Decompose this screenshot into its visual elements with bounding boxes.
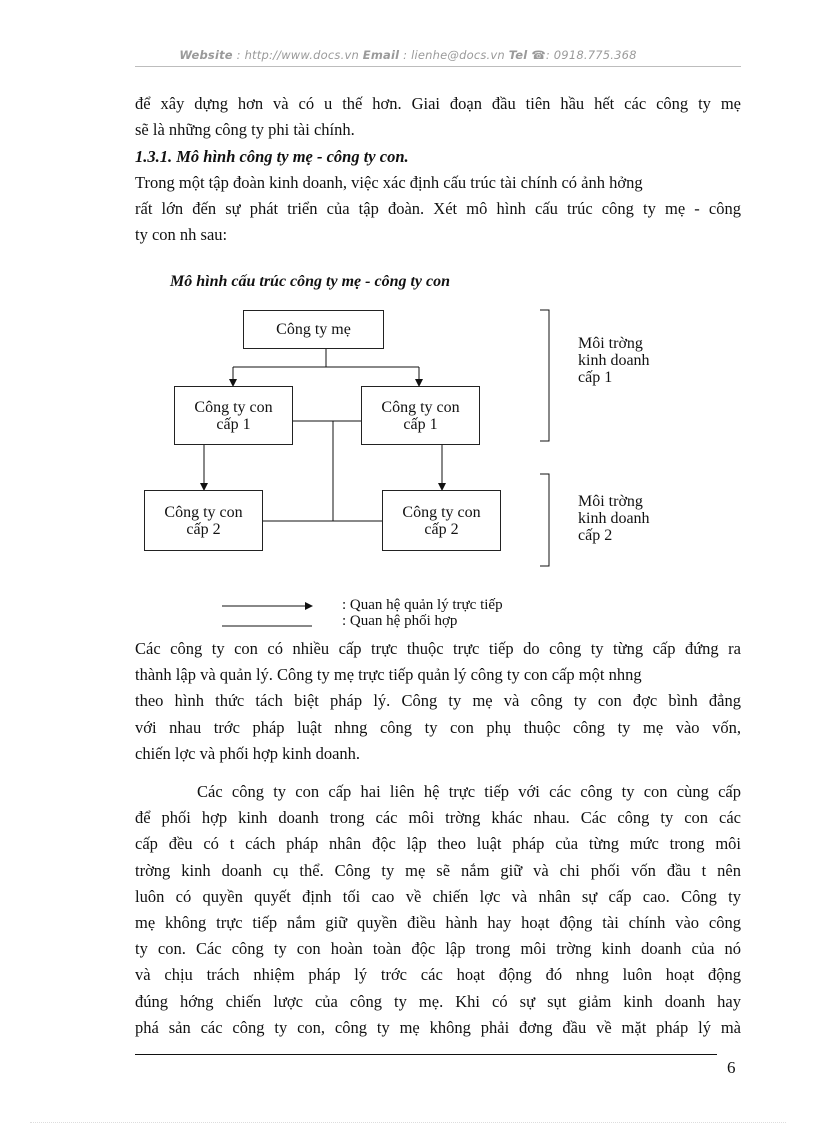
env-text: kinh doanh [578, 352, 650, 369]
env-bracket-level1 [540, 310, 549, 441]
body-paragraph-2 [135, 779, 741, 1041]
text-line: ty con nh sau: [135, 225, 228, 245]
text-line: để phối hợp kinh doanh trong các môi trờng khác nhau. Các công ty con các [135, 808, 741, 828]
text-line: để xây dựng hơn và có u thế hơn. Giai đoạn đầu tiên hầu hết các công ty mẹ [135, 94, 741, 113]
tel-number: ☎: 0918.775.368 [531, 48, 637, 62]
text-line: rất lớn đến sự phát triển của tập đoàn. Xét mô hình cấu trúc công ty mẹ - công [135, 199, 741, 219]
website-label: Website [179, 48, 233, 62]
env-text: Môi trờng [578, 493, 643, 510]
env-text: cấp 2 [578, 527, 613, 544]
text-line: đúng hớng chiến lược của công ty mẹ. Khi có sự sụt giảm kinh doanh hay [135, 991, 741, 1011]
text-line: và chịu trách nhiệm pháp lý trớc các hoạt động đó nhng luôn hoạt động [135, 965, 741, 985]
subsidiary-level2-right-box [382, 490, 501, 551]
body-paragraph-1 [135, 636, 741, 767]
text-line: phá sản các công ty con, công ty mẹ không phải đơng đầu về mặt pháp lý mà [135, 1017, 741, 1037]
text-line: với nhau trớc pháp luật nhng công ty con phụ thuộc công ty mẹ vào vốn, [135, 717, 741, 737]
text-line: mẹ không trực tiếp nắm giữ quyền điều hành hay hoạt động tài chính vào công [135, 913, 741, 933]
env-label-level2 [578, 493, 650, 544]
text-line: thành lập và quản lý. Công ty mẹ trực tiếp quản lý công ty con cấp một nhng [135, 665, 642, 685]
email-label: Email [362, 48, 400, 62]
subsidiary-label: Công ty con cấp 2 [402, 503, 481, 538]
text-line: sẽ là những công ty phi tài chính. [135, 120, 355, 140]
text-line: chiến lợc và phối hợp kinh doanh. [135, 743, 361, 763]
text-line: Các công ty con cấp hai liên hệ trực tiếp với các công ty con cùng cấp [197, 782, 741, 801]
diagram-caption: Mô hình cấu trúc công ty mẹ - công ty con [170, 273, 451, 290]
subsidiary-label: Công ty con cấp 1 [194, 398, 273, 433]
tel-label: Tel [508, 48, 528, 62]
env-bracket-level2 [540, 474, 549, 566]
subsidiary-label: Công ty con cấp 2 [164, 503, 243, 538]
subsidiary-level2-left-box [144, 490, 263, 551]
section-heading: 1.3.1. Mô hình công ty mẹ - công ty con. [135, 147, 409, 166]
subsidiary-label: Công ty con cấp 1 [381, 398, 460, 433]
env-label-level1 [578, 335, 650, 386]
subsidiary-level1-left-box [174, 386, 293, 445]
text-line: cấp đều có t cách pháp nhân độc lập theo luật pháp của từng mức trong môi [135, 834, 741, 854]
env-text: kinh doanh [578, 510, 650, 527]
parent-company-label: Công ty mẹ [276, 321, 351, 338]
text-line: trờng kinh doanh cụ thể. Công ty mẹ sẽ nắm giữ và chi phối vốn đầu t nên [135, 860, 741, 880]
env-text: Môi trờng [578, 335, 643, 352]
subsidiary-level1-right-box [361, 386, 480, 445]
legend-coordination-label: : Quan hệ phối hợp [342, 613, 458, 629]
env-text: cấp 1 [578, 369, 613, 386]
email-address[interactable]: : lienhe@docs.vn [403, 48, 505, 62]
parent-company-box [243, 310, 384, 349]
text-line: Các công ty con có nhiều cấp trực thuộc trực tiếp do công ty từng cấp đứng ra [135, 639, 741, 658]
footer-divider [135, 1054, 717, 1055]
website-url[interactable]: : http://www.docs.vn [236, 48, 359, 62]
page-number: 6 [727, 1058, 736, 1077]
legend-direct-label: : Quan hệ quản lý trực tiếp [342, 597, 503, 613]
text-line: ty con. Các công ty con hoàn toàn độc lập trong môi trờng kinh doanh của nó [135, 939, 741, 959]
text-line: Trong một tập đoàn kinh doanh, việc xác định cấu trúc tài chính có ảnh hởng [135, 173, 643, 192]
text-line: theo hình thức tách biệt pháp lý. Công ty mẹ và công ty con đợc bình đẳng [135, 691, 741, 711]
text-line: luôn có quyền quyết định tối cao về chiến lợc và nhân sự cấp cao. Công ty [135, 886, 741, 906]
